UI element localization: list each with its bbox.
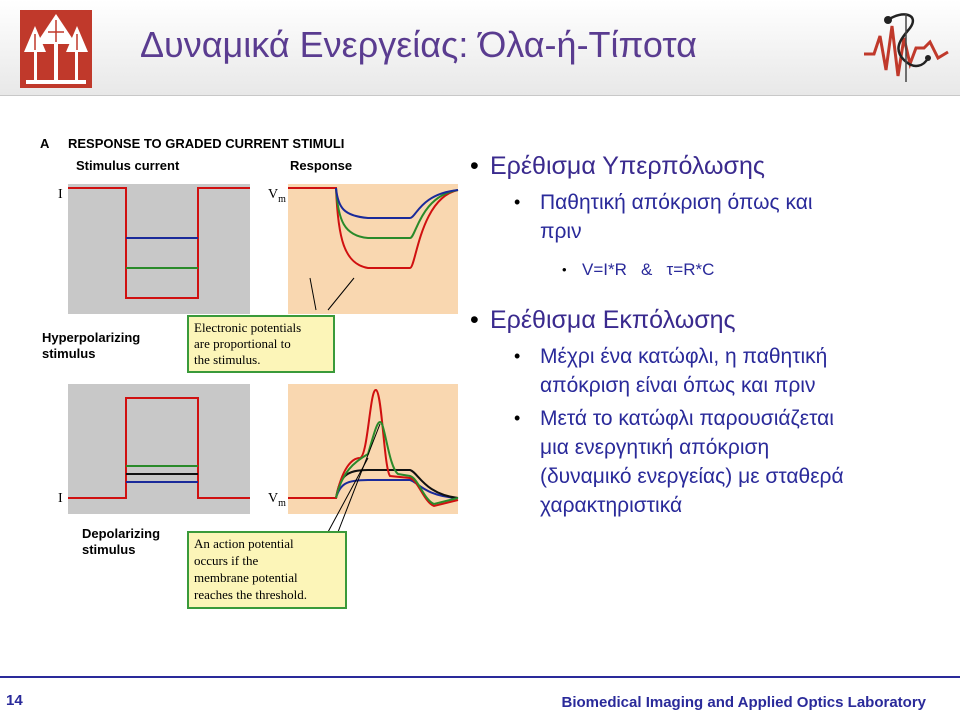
bullet-threshold-passive-line1: Μέχρι ένα κατώφλι, η παθητική	[540, 345, 828, 368]
note2-line1: An action potential	[194, 536, 294, 551]
note1-line2: are proportional to	[194, 336, 291, 351]
university-tree-logo-icon	[20, 10, 92, 88]
bullet-depolarization: • Ερέθισμα Εκπόλωσης	[470, 304, 950, 336]
hyper-stimulus-panel	[68, 184, 250, 314]
bullet-list	[470, 150, 950, 520]
depol-vm-axis-label: $V_m$	[268, 491, 286, 509]
stimulus-column-title: Stimulus current	[76, 158, 180, 173]
figure-panel-title: RESPONSE TO GRADED CURRENT STIMULI	[68, 136, 345, 151]
response-column-title: Response	[290, 158, 353, 173]
note2-line2: occurs if the	[194, 553, 259, 568]
bullet-active-response-line1: Μετά το κατώφλι παρουσιάζεται	[540, 407, 834, 430]
note2-line3: membrane potential	[194, 570, 298, 585]
page-number: 14	[6, 692, 23, 709]
hyper-stimulus-label-2: stimulus	[42, 346, 96, 361]
depol-stimulus-label-2: stimulus	[82, 542, 136, 557]
bullet-threshold-passive-line2: απόκριση είναι όπως και πριν	[540, 374, 816, 397]
note2-line4: reaches the threshold.	[194, 587, 307, 602]
slide-header	[0, 0, 960, 96]
depol-stimulus-panel	[68, 384, 250, 514]
hyper-vm-axis-label: $V_m$	[268, 187, 286, 205]
bullet-threshold-passive	[470, 342, 950, 400]
lab-waveform-logo-icon	[858, 8, 954, 88]
depol-stimulus-label: Depolarizing	[82, 526, 161, 541]
graded-stimuli-figure	[38, 128, 462, 616]
hyper-current-axis-label: I	[58, 187, 63, 202]
note1-line3: the stimulus.	[194, 352, 261, 367]
bullet-formulas: • V=I*R & τ=R*C	[470, 258, 950, 282]
bullet-active-response	[470, 404, 950, 520]
depol-response-panel	[288, 384, 458, 514]
bullet-passive-response-line1: Παθητική απόκριση όπως και	[540, 191, 813, 214]
hyper-stimulus-label: Hyperpolarizing	[42, 330, 141, 345]
figure-panel-label: A	[40, 136, 50, 151]
bullet-hyperpolarization: • Ερέθισμα Υπερπόλωσης	[470, 150, 950, 182]
note1-line1: Electronic potentials	[194, 320, 302, 335]
slide-title: Δυναμικά Ενεργείας: Όλα-ή-Τίποτα	[140, 24, 697, 65]
footer-divider	[0, 676, 960, 678]
lab-name: Biomedical Imaging and Applied Optics Laboratory	[561, 694, 926, 711]
bullet-passive-response	[470, 188, 950, 246]
bullet-active-response-line2: μια ενεργητική απόκριση	[540, 436, 770, 459]
depol-current-axis-label: I	[58, 491, 63, 506]
bullet-active-response-line4: χαρακτηριστικά	[540, 494, 683, 517]
bullet-passive-response-line2: πριν	[540, 220, 582, 243]
bullet-active-response-line3: (δυναμικό ενεργείας) με σταθερά	[540, 465, 844, 488]
